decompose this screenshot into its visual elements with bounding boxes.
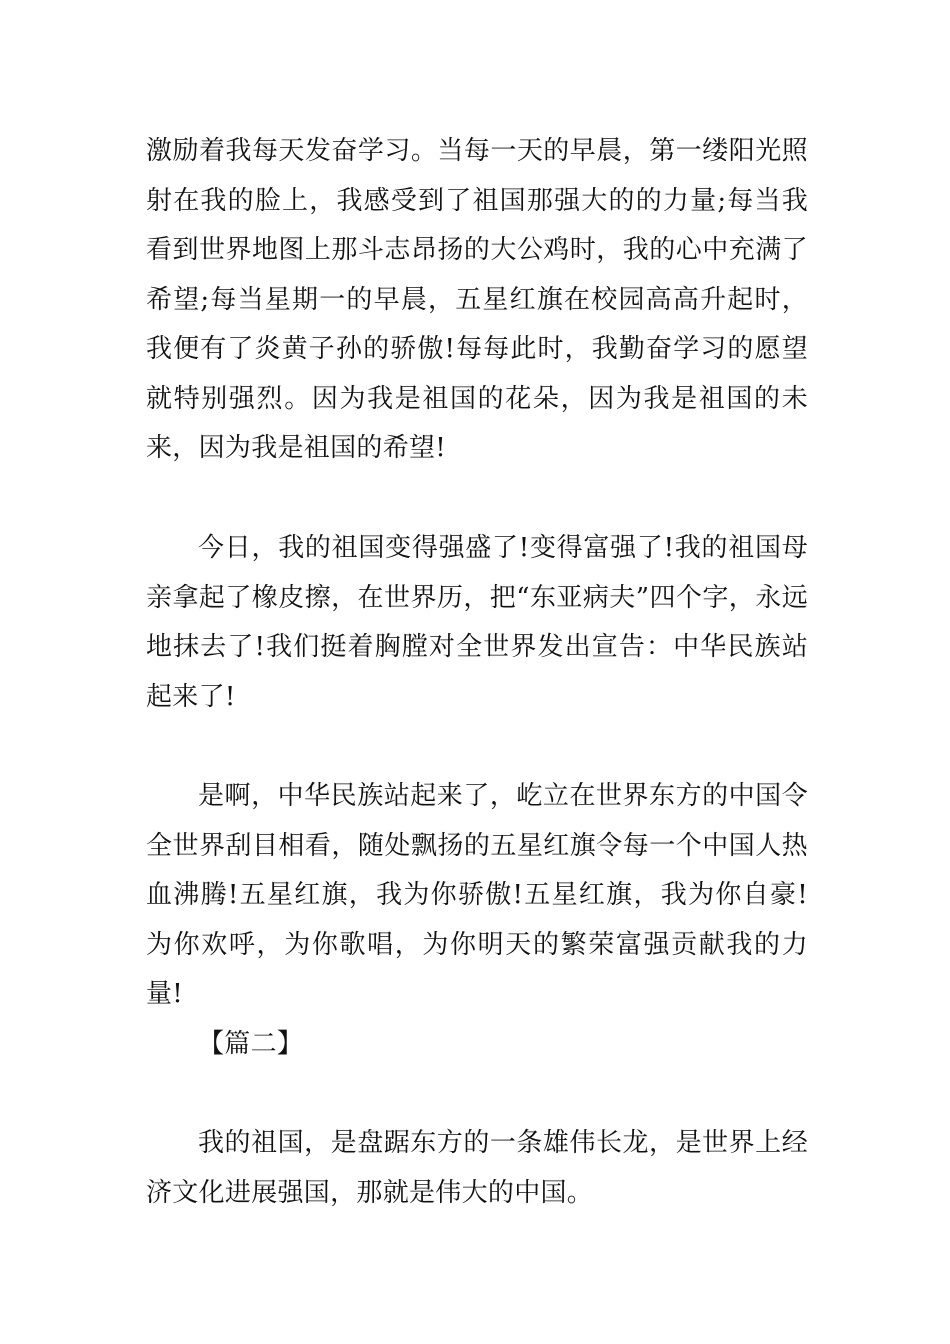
section-heading: 【篇二】 (198, 1029, 304, 1059)
paragraph-my-country: 我的祖国，是盘踞东方的一条雄伟长龙，是世界上经济文化进展强国，那就是伟大的中国。 (146, 1128, 808, 1208)
paragraph-standing-up: 是啊，中华民族站起来了，屹立在世界东方的中国令全世界刮目相看，随处飘扬的五星红旗令每一个中国人热血沸腾!五星红旗，我为你骄傲!五星红旗，我为你自豪!为你欢呼，为你歌唱，为你明天的繁荣富强贡献我的力量! (146, 781, 808, 1009)
paragraph-continued: 激励着我每天发奋学习。当每一天的早晨，第一缕阳光照射在我的脸上，我感受到了祖国那强大的的力量;每当我看到世界地图上那斗志昂扬的大公鸡时，我的心中充满了希望;每当星期一的早晨，五星红旗在校园高高升起时，我便有了炎黄子孙的骄傲!每每此时，我勤奋学习的愿望就特别强烈。因为我是祖国的花朵，因为我是祖国的未来，因为我是祖国的希望! (146, 136, 808, 463)
paragraph-today: 今日，我的祖国变得强盛了!变得富强了!我的祖国母亲拿起了橡皮擦，在世界历，把“东亚病夫”四个字，永远地抹去了!我们挺着胸膛对全世界发出宣告：中华民族站起来了! (146, 533, 808, 712)
document-page (146, 0, 808, 1344)
